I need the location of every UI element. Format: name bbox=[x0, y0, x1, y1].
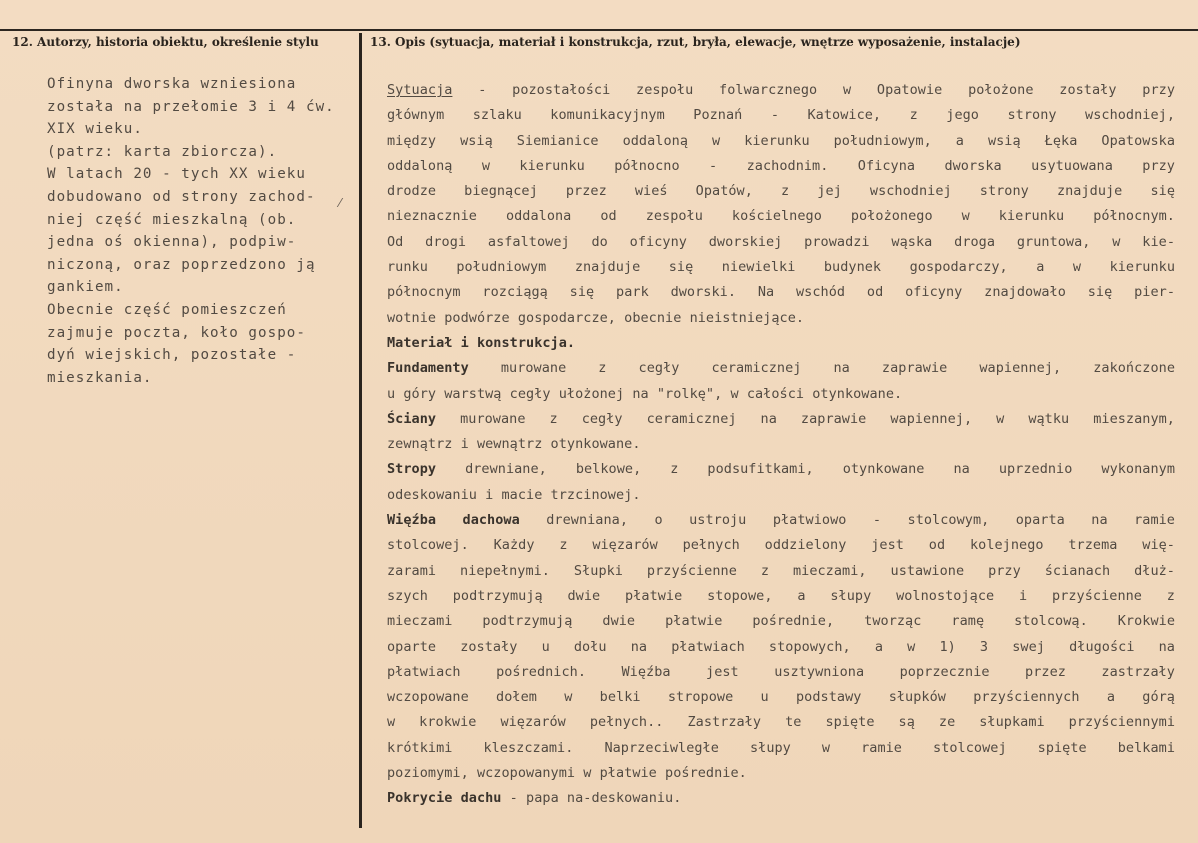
history-line: Obecnie część pomieszczeń bbox=[47, 301, 287, 318]
description-line: poziomymi, wczopowanymi w płatwie pośrednie. bbox=[387, 765, 747, 782]
history-line: Ofinyna dworska wzniesiona bbox=[47, 76, 297, 92]
description-line: Stropy drewniane, belkowe, z podsufitkami, otynkowane na uprzednio wykonanym bbox=[387, 461, 1175, 478]
history-line: gankiem. bbox=[47, 279, 124, 296]
description-line: krótkimi kleszczami. Naprzeciwległe słupy w ramie stolcowej spięte belkami bbox=[387, 739, 1175, 756]
description-line: zewnątrz i wewnątrz otynkowane. bbox=[387, 436, 641, 453]
description-line: nieznacznie oddalona od zespołu kościelnego położonego w kierunku północnym. bbox=[387, 208, 1175, 225]
description-line: północnym rozciągą się park dworski. Na wschód od oficyny znajdowało się pier- bbox=[387, 284, 1175, 301]
description-line: wotnie podwórze gospodarcze, obecnie nieistniejące. bbox=[387, 309, 805, 326]
history-line: XIX wieku. bbox=[47, 121, 143, 138]
situation-label: Sytuacja bbox=[387, 82, 453, 98]
history-line: została na przełomie 3 i 4 ćw. bbox=[47, 98, 335, 115]
walls-label: Ściany bbox=[387, 410, 437, 427]
ceilings-label: Stropy bbox=[387, 461, 437, 478]
description-line: w krokwie więzarów pełnych.. Zastrzały te spięte są ze słupkami przyściennymi bbox=[387, 714, 1175, 731]
truss-label: Więźba dachowa bbox=[387, 512, 520, 529]
section-12-header: 12. Autorzy, historia obiektu, określenie stylu bbox=[12, 35, 319, 49]
history-line: zajmuje poczta, koło gospo- bbox=[47, 324, 306, 341]
description-text bbox=[387, 78, 1175, 812]
history-line: jedna oś okienna), podpiw- bbox=[47, 234, 297, 251]
history-line: W latach 20 - tych XX wieku bbox=[47, 166, 306, 183]
description-line: odeskowaniu i macie trzcinowej. bbox=[387, 486, 641, 503]
history-line: niej część mieszkalną (ob. bbox=[47, 211, 297, 228]
description-line: Fundamenty murowane z cegły ceramicznej na zaprawie wapiennej, zakończone bbox=[387, 360, 1175, 377]
description-line: Ściany murowane z cegły ceramicznej na zaprawie wapiennej, w wątku mieszanym, bbox=[387, 410, 1175, 427]
description-line: oparte zostały u dołu na płatwiach stopowych, a w 1) 3 swej długości na bbox=[387, 638, 1175, 655]
history-line: dyń wiejskich, pozostałe - bbox=[47, 347, 297, 364]
description-line: Sytuacja - pozostałości zespołu folwarcznego w Opatowie położone zostały przy bbox=[387, 82, 1175, 98]
section-13-header: 13. Opis (sytuacja, materiał i konstrukcja, rzut, bryła, elewacje, wnętrze wyposażenie, instalacje) bbox=[370, 35, 1021, 49]
description-line: głównym szlaku komunikacyjnym Poznań - Katowice, z jego strony wschodniej, bbox=[387, 107, 1175, 124]
history-line: mieszkania. bbox=[47, 369, 153, 386]
column-divider bbox=[359, 33, 362, 828]
roofing-label: Pokrycie dachu bbox=[387, 790, 502, 807]
description-line: płatwiach pośrednich. Więźba jest usztywniona poprzecznie przez zastrzały bbox=[387, 663, 1175, 680]
description-line: oddaloną w kierunku północno - zachodnim. Oficyna dworska usytuowana przy bbox=[387, 157, 1175, 174]
description-line: Więźba dachowa drewniana, o ustroju płatwiowo - stolcowym, oparta na ramie bbox=[387, 512, 1175, 529]
description-line: między wsią Siemianice oddaloną w kierunku południowym, a wsią Łęka Opatowska bbox=[387, 132, 1175, 149]
materials-heading: Materiał i konstrukcja. bbox=[387, 334, 576, 351]
description-line: zarami niepełnymi. Słupki przyścienne z mieczami, ustawione przy ścianach dłuż- bbox=[387, 562, 1175, 579]
foundations-label: Fundamenty bbox=[387, 360, 469, 377]
description-line: mieczami podtrzymują dwie płatwie pośrednie, tworząc ramę stolcową. Krokwie bbox=[387, 613, 1175, 630]
description-line: drodze biegnącej przez wieś Opatów, z jej wschodniej strony znajduje się bbox=[387, 183, 1175, 200]
history-line: niczoną, oraz poprzedzono ją bbox=[47, 256, 316, 273]
top-rule bbox=[0, 29, 1198, 31]
description-line: runku południowym znajduje się niewielki budynek gospodarczy, a w kierunku bbox=[387, 259, 1175, 276]
history-line: dobudowano od strony zachod- bbox=[47, 188, 316, 205]
description-line: wczopowane dołem w belki stropowe u podstawy słupków przyściennych a górą bbox=[387, 689, 1175, 706]
history-line: (patrz: karta zbiorcza). bbox=[47, 143, 278, 160]
description-line: Od drogi asfaltowej do oficyny dworskiej prowadzi wąska droga gruntowa, w kie- bbox=[387, 233, 1175, 250]
pencil-mark: ⁄ bbox=[339, 196, 342, 210]
description-line: u góry warstwą cegły ułożonej na "rolkę", w całości otynkowane. bbox=[387, 385, 903, 402]
history-text bbox=[47, 73, 335, 389]
description-line: szych podtrzymują dwie płatwie stopowe, a słupy wolnostojące i przyścienne z bbox=[387, 587, 1175, 604]
description-line: stolcowej. Każdy z więzarów pełnych oddzielony jest od kolejnego trzema wię- bbox=[387, 537, 1175, 554]
description-line: Pokrycie dachu - papa na-deskowaniu. bbox=[387, 790, 682, 807]
